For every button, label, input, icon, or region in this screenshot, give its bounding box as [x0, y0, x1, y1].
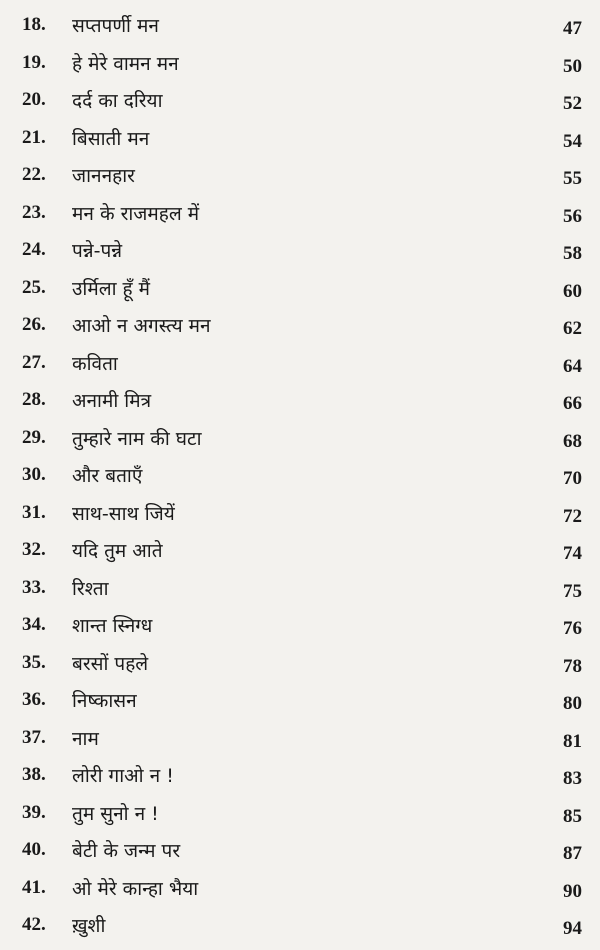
entry-title: पन्ने-पन्ने: [72, 240, 123, 262]
entry-number: 40.: [22, 839, 46, 860]
entry-title: हे मेरे वामन मन: [72, 52, 179, 75]
toc-entry: [0, 352, 600, 388]
entry-number: 33.: [22, 576, 46, 598]
entry-number: 31.: [22, 501, 46, 523]
entry-title: अनामी मित्र: [72, 390, 152, 412]
entry-page-number: 50: [563, 55, 582, 77]
toc-entry: [0, 164, 600, 200]
toc-entry: [0, 802, 600, 838]
entry-page-number: 72: [563, 505, 582, 527]
entry-number: 18.: [22, 14, 46, 35]
toc-entry: [0, 314, 600, 350]
toc-entry: [0, 202, 600, 238]
toc-entry: [0, 539, 600, 575]
toc-entry: [0, 727, 600, 763]
entry-page-number: 90: [563, 880, 582, 902]
toc-entry: [0, 389, 600, 425]
entry-title: मन के राजमहल में: [72, 202, 200, 225]
entry-title: तुम सुनो न !: [72, 802, 159, 825]
toc-entry: [0, 502, 600, 538]
entry-number: 22.: [22, 164, 46, 185]
entry-title: तुम्हारे नाम की घटा: [72, 427, 202, 450]
toc-entry: [0, 427, 600, 463]
toc-entry: [0, 464, 600, 500]
entry-number: 29.: [22, 426, 46, 448]
entry-number: 21.: [22, 126, 46, 148]
entry-number: 30.: [22, 464, 46, 485]
entry-page-number: 75: [563, 580, 582, 602]
entry-number: 41.: [22, 876, 46, 898]
entry-page-number: 78: [563, 655, 582, 677]
toc-entry: [0, 14, 600, 50]
entry-title: निष्कासन: [72, 690, 137, 712]
entry-number: 26.: [22, 314, 46, 335]
toc-entry: [0, 652, 600, 688]
entry-number: 28.: [22, 389, 46, 410]
entry-number: 32.: [22, 539, 46, 560]
entry-page-number: 64: [563, 355, 582, 377]
entry-title: आओ न अगस्त्य मन: [72, 315, 211, 337]
entry-page-number: 83: [563, 768, 582, 789]
entry-page-number: 47: [563, 18, 582, 39]
entry-page-number: 81: [563, 730, 582, 752]
entry-number: 35.: [22, 651, 46, 673]
entry-page-number: 85: [563, 805, 582, 827]
entry-number: 20.: [22, 89, 46, 110]
entry-page-number: 52: [563, 93, 582, 114]
entry-title: ओ मेरे कान्हा भैया: [72, 877, 199, 900]
entry-page-number: 62: [563, 318, 582, 339]
toc-entry: [0, 577, 600, 613]
entry-title: बिसाती मन: [72, 127, 150, 150]
entry-title: यदि तुम आते: [72, 540, 163, 562]
entry-title: दर्द का दरिया: [72, 90, 163, 112]
toc-entry: [0, 239, 600, 275]
entry-title: बेटी के जन्म पर: [72, 840, 181, 862]
entry-title: और बताएँ: [72, 465, 143, 487]
entry-title: रिश्ता: [72, 577, 109, 600]
toc-entry: [0, 877, 600, 913]
entry-number: 34.: [22, 614, 46, 635]
entry-title: उर्मिला हूँ मैं: [72, 277, 151, 300]
entry-title: लोरी गाओ न !: [72, 765, 174, 787]
entry-page-number: 87: [563, 843, 582, 864]
entry-page-number: 74: [563, 543, 582, 564]
entry-number: 38.: [22, 764, 46, 785]
entry-number: 37.: [22, 726, 46, 748]
entry-page-number: 54: [563, 130, 582, 152]
entry-number: 42.: [22, 914, 46, 935]
entry-number: 23.: [22, 201, 46, 223]
entry-page-number: 70: [563, 468, 582, 489]
entry-number: 25.: [22, 276, 46, 298]
toc-entry: [0, 614, 600, 650]
entry-page-number: 55: [563, 168, 582, 189]
entry-page-number: 76: [563, 618, 582, 639]
toc-entry: [0, 689, 600, 725]
entry-page-number: 66: [563, 393, 582, 414]
entry-number: 27.: [22, 351, 46, 373]
entry-number: 19.: [22, 51, 46, 73]
toc-entry: [0, 52, 600, 88]
entry-title: जाननहार: [72, 165, 135, 187]
toc-entry: [0, 89, 600, 125]
entry-page-number: 58: [563, 243, 582, 264]
entry-title: ख़ुशी: [72, 915, 106, 937]
entry-number: 39.: [22, 801, 46, 823]
entry-page-number: 94: [563, 918, 582, 939]
toc-entry: [0, 914, 600, 950]
entry-page-number: 60: [563, 280, 582, 302]
toc-entry: [0, 764, 600, 800]
entry-title: कविता: [72, 352, 118, 375]
entry-number: 36.: [22, 689, 46, 710]
entry-title: नाम: [72, 727, 99, 750]
entry-page-number: 80: [563, 693, 582, 714]
entry-title: शान्त स्निग्ध: [72, 615, 153, 637]
entry-page-number: 68: [563, 430, 582, 452]
entry-number: 24.: [22, 239, 46, 260]
toc-entry: [0, 127, 600, 163]
entry-page-number: 56: [563, 205, 582, 227]
toc-entry: [0, 277, 600, 313]
toc-entry: [0, 839, 600, 875]
entry-title: बरसों पहले: [72, 652, 149, 675]
entry-title: साथ-साथ जियें: [72, 502, 175, 525]
entry-title: सप्तपर्णी मन: [72, 15, 159, 37]
